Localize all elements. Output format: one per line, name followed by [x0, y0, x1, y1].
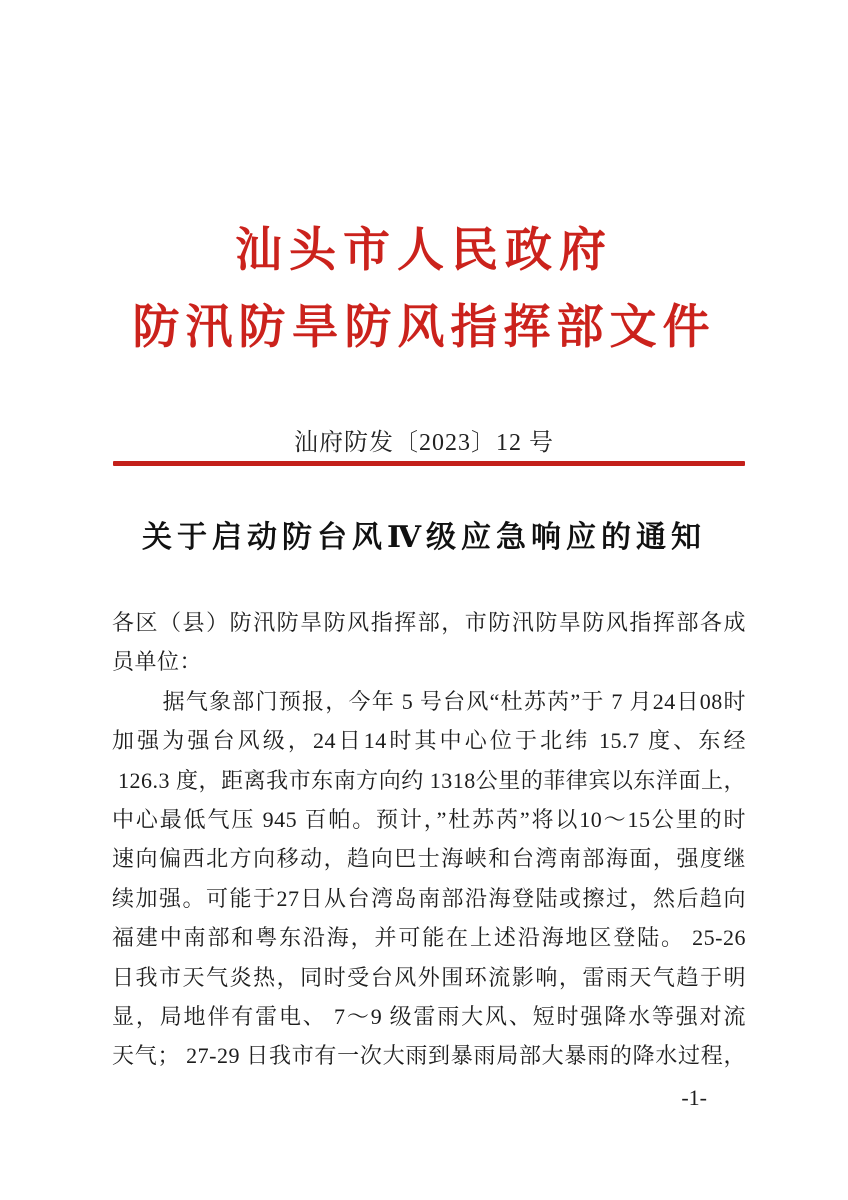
red-divider-rule: [113, 461, 745, 466]
letterhead: [0, 213, 848, 367]
body-line: 员单位：: [112, 649, 203, 675]
body-line: 速向偏西北方向移动，趋向巴士海峡和台湾南部海面，强度继: [112, 846, 746, 872]
letterhead-org-line2: 防汛防旱防风指挥部文件: [132, 302, 716, 354]
body-line: 各区（县）防汛防旱防风指挥部，市防汛防旱防风指挥部各成: [112, 610, 746, 635]
document-body: [112, 603, 746, 1076]
letterhead-org-line1: 汕头市人民政府: [235, 225, 613, 277]
body-line: 日我市天气炎热，同时受台风外围环流影响，雷雨天气趋于明: [112, 964, 746, 990]
page-number: -1-: [681, 1085, 707, 1110]
body-line: 加强为强台风级，24日14时其中心位于北纬 15.7 度、东经: [112, 728, 746, 754]
body-line: 天气； 27-29 日我市有一次大雨到暴雨局部大暴雨的降水过程，: [112, 1043, 746, 1069]
body-line: 据气象部门预报，今年 5 号台风“杜苏芮”于 7 月24日08时: [162, 688, 746, 714]
body-line: 显，局地伴有雷电、 7～9 级雷雨大风、短时强降水等强对流: [112, 1004, 746, 1030]
document-title: 关于启动防台风Ⅳ级应急响应的通知: [141, 521, 707, 554]
body-line: 中心最低气压 945 百帕。预计，”杜苏芮”将以10～15公里的时: [112, 807, 746, 833]
body-line: 福建中南部和粤东沿海，并可能在上述沿海地区登陆。 25-26: [112, 925, 746, 951]
document-number: 汕府防发〔2023〕12 号: [294, 430, 554, 456]
body-line: 续加强。可能于27日从台湾岛南部沿海登陆或擦过，然后趋向: [112, 885, 746, 911]
body-line: 126.3 度，距离我市东南方向约 1318公里的菲律宾以东洋面上，: [112, 767, 746, 793]
